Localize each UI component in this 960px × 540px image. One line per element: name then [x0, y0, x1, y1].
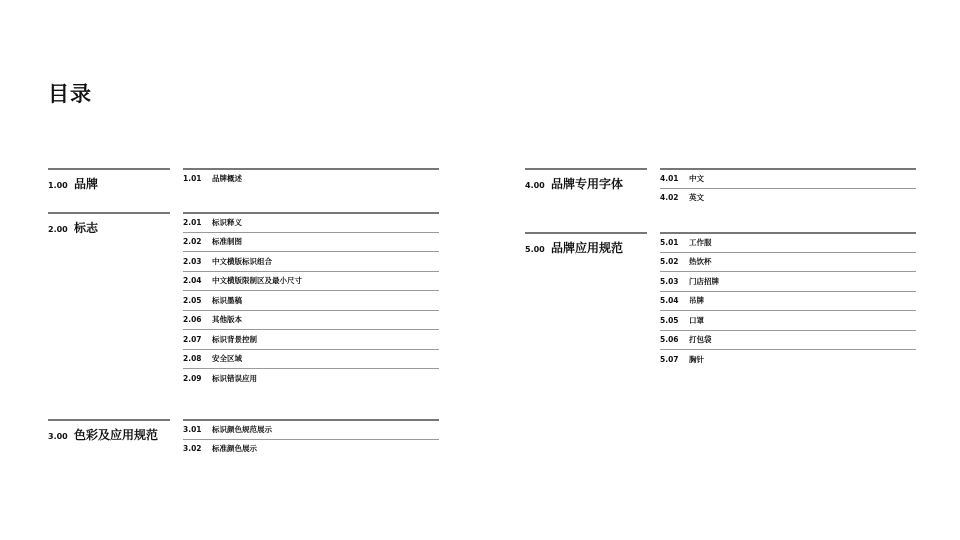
item-number: 5.03 [660, 276, 679, 286]
item-label: 标识释义 [212, 218, 242, 228]
item-label: 英文 [689, 193, 704, 203]
toc-item[interactable] [660, 271, 916, 291]
item-label: 口罩 [689, 315, 704, 325]
item-label: 中文横版限制区及最小尺寸 [212, 276, 302, 286]
toc-item[interactable] [183, 168, 439, 188]
item-label: 吊牌 [689, 296, 704, 306]
item-label: 热饮杯 [689, 257, 712, 267]
item-number: 2.06 [183, 315, 202, 325]
section-items [660, 232, 916, 369]
item-number: 4.01 [660, 174, 679, 184]
item-label: 标识背景控制 [212, 334, 257, 344]
toc-item[interactable] [183, 232, 439, 252]
toc-item[interactable] [660, 310, 916, 330]
item-label: 中文横版标识组合 [212, 256, 272, 266]
item-label: 标识颜色规范展示 [212, 425, 272, 435]
item-number: 2.08 [183, 354, 202, 364]
toc-item[interactable] [183, 349, 439, 369]
toc-item[interactable] [183, 310, 439, 330]
toc-item[interactable] [660, 168, 916, 188]
item-number: 2.01 [183, 218, 202, 228]
section-header [48, 419, 170, 443]
item-number: 5.02 [660, 257, 679, 267]
section-items [183, 168, 439, 188]
toc-item[interactable] [183, 368, 439, 388]
item-label: 安全区域 [212, 354, 242, 364]
toc-item[interactable] [660, 291, 916, 311]
toc-item[interactable] [183, 439, 439, 459]
item-number: 2.05 [183, 295, 202, 305]
item-label: 胸针 [689, 354, 704, 364]
section-title[interactable]: 色彩及应用规范 [74, 428, 159, 442]
item-label: 门店招牌 [689, 276, 719, 286]
item-number: 2.02 [183, 237, 202, 247]
section-number: 5.00 [525, 245, 545, 254]
toc-item[interactable] [183, 271, 439, 291]
section-title[interactable]: 品牌应用规范 [551, 241, 624, 255]
section-title[interactable]: 标志 [74, 221, 99, 235]
toc-item[interactable] [660, 349, 916, 369]
section-items [660, 168, 916, 207]
item-label: 中文 [689, 174, 704, 184]
item-number: 5.06 [660, 335, 679, 345]
section-number: 1.00 [48, 181, 68, 190]
toc-item[interactable] [660, 252, 916, 272]
section-header [525, 168, 647, 192]
section-title[interactable]: 品牌专用字体 [551, 177, 624, 191]
toc-item[interactable] [660, 232, 916, 252]
item-number: 2.09 [183, 373, 202, 383]
section-title[interactable]: 品牌 [74, 177, 99, 191]
section-header [48, 168, 170, 192]
section-items [183, 212, 439, 388]
item-label: 其他版本 [212, 315, 242, 325]
toc-item[interactable] [660, 188, 916, 208]
section-number: 3.00 [48, 432, 68, 441]
toc-item[interactable] [660, 330, 916, 350]
toc-item[interactable] [183, 290, 439, 310]
item-label: 标识错误应用 [212, 373, 257, 383]
page-title: 目录 [48, 82, 92, 106]
toc-item[interactable] [183, 251, 439, 271]
item-number: 5.07 [660, 354, 679, 364]
item-label: 品牌概述 [212, 174, 242, 184]
item-number: 2.03 [183, 256, 202, 266]
item-number: 2.07 [183, 334, 202, 344]
item-label: 标准颜色展示 [212, 444, 257, 454]
item-number: 1.01 [183, 174, 202, 184]
section-header [525, 232, 647, 256]
section-number: 2.00 [48, 225, 68, 234]
toc-item[interactable] [183, 212, 439, 232]
item-number: 2.04 [183, 276, 202, 286]
item-label: 打包袋 [689, 335, 712, 345]
item-label: 工作服 [689, 238, 712, 248]
toc-item[interactable] [183, 419, 439, 439]
item-number: 5.05 [660, 315, 679, 325]
item-number: 5.01 [660, 238, 679, 248]
item-number: 3.02 [183, 444, 202, 454]
item-number: 5.04 [660, 296, 679, 306]
item-number: 3.01 [183, 425, 202, 435]
item-number: 4.02 [660, 193, 679, 203]
item-label: 标识墨稿 [212, 295, 242, 305]
section-number: 4.00 [525, 181, 545, 190]
item-label: 标准制图 [212, 237, 242, 247]
section-header [48, 212, 170, 236]
section-items [183, 419, 439, 458]
toc-item[interactable] [183, 329, 439, 349]
